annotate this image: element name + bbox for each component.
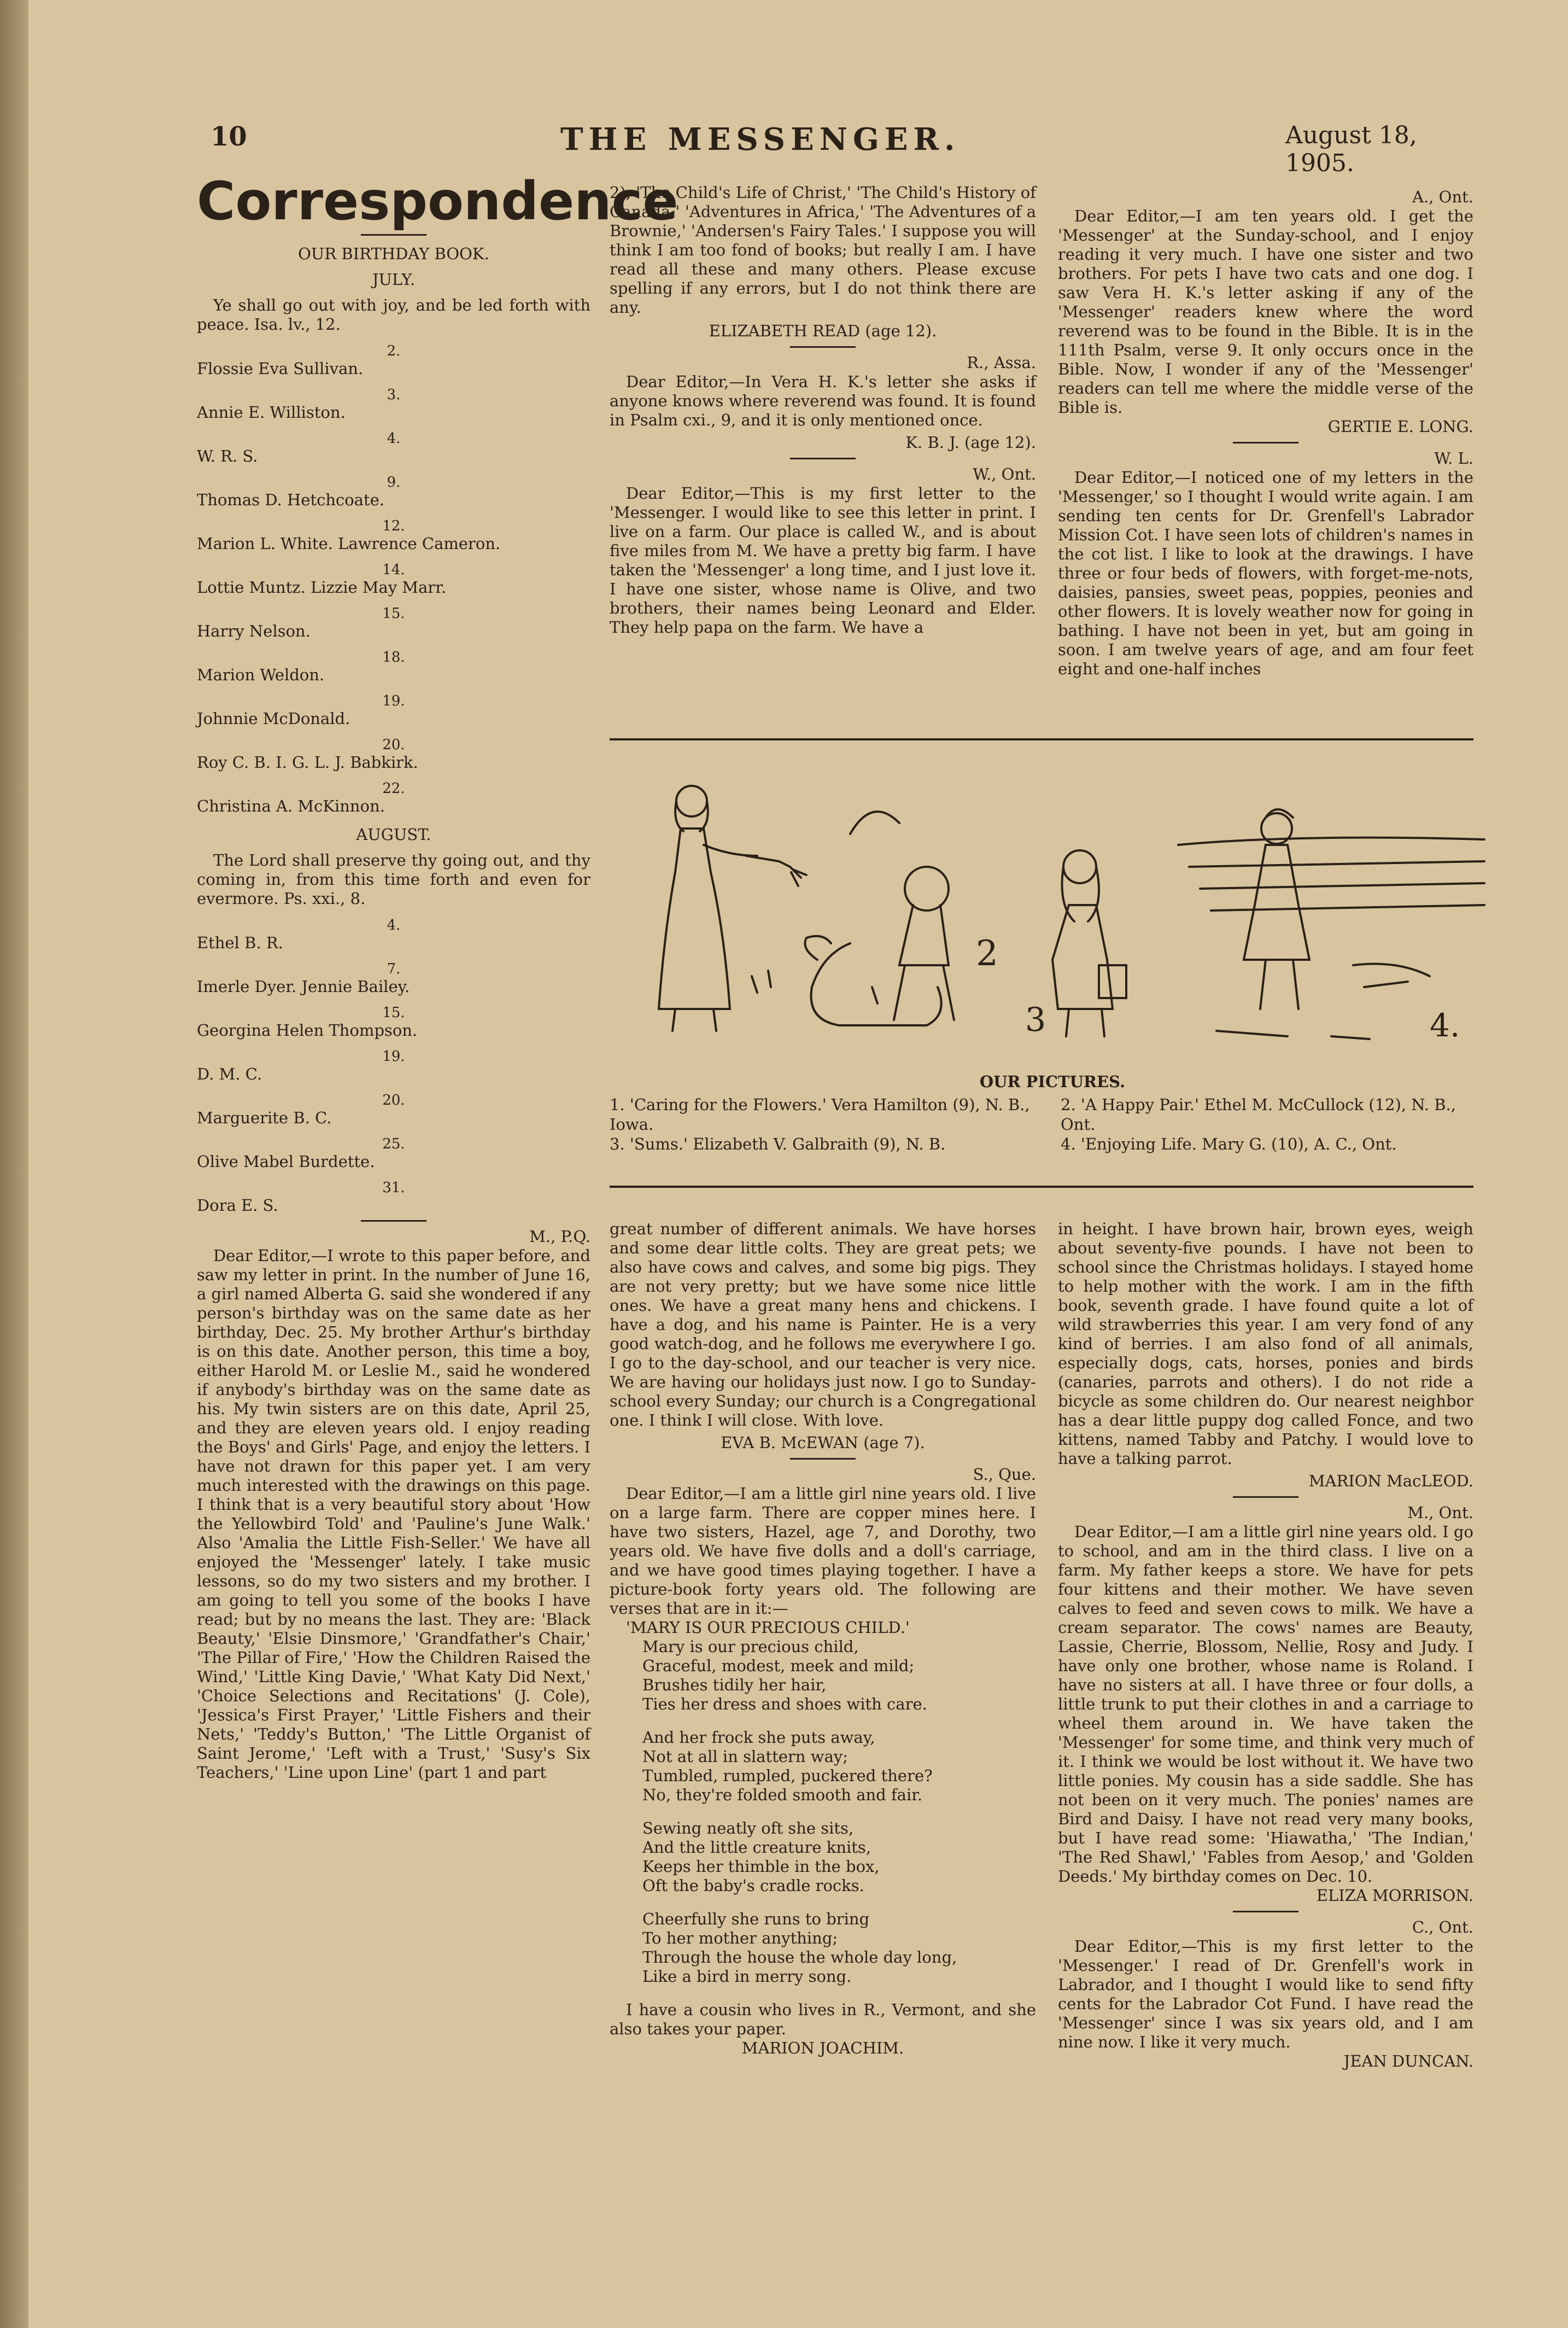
picture-caption: 3. 'Sums.' Elizabeth V. Galbraith (9), N. B. <box>610 1135 946 1153</box>
letter-body: Dear Editor,—In Vera H. K.'s letter she asks if anyone knows where reverend was found. It is found in Psalm cxi., 9, and it is only mentioned once. <box>610 372 1036 429</box>
birthday-book-heading: OUR BIRTHDAY BOOK. <box>298 244 489 263</box>
birthday-names: Dora E. S. <box>197 1196 278 1215</box>
birthday-day: 18. <box>382 649 405 666</box>
poem-line: To her mother anything; <box>642 1929 838 1947</box>
letter-signature: ELIZABETH READ (age 12). <box>709 322 937 340</box>
enjoying-life-drawing <box>1178 809 1484 1044</box>
birthday-day: 12. <box>382 518 405 534</box>
poem-line: And her frock she puts away, <box>642 1728 875 1747</box>
column-3-top <box>1058 183 1473 679</box>
letter-body-continued: in height. I have brown hair, brown eyes, weigh about seventy-five pounds. I have not been to school since the Christmas holidays. I stayed home to help mother with the work. I am in the fifth book, seventh grade. I have found quite a lot of wild strawberries this year. I am very fond of any kind of berries. I am also fond of all animals, especially dogs, cats, horses, ponies and birds (canaries, parrots and others). I do not ride a bicycle as some children do. Our nearest neighbor has a dear little puppy dog called Fonce, and two kittens, named Tabby and Patchy. I would love to have a talking parrot. <box>1058 1220 1473 1468</box>
letter-body: Dear Editor,—I am a little girl nine years old. I go to school, and am in the third class. I live on a farm. My father keeps a store. We have for pets four kittens and their mother. We have seven calves to feed and seven cows to milk. We have a cream separator. The cows' names are Beauty, Lassie, Cherrie, Blossom, Nellie, Rosy and Judy. I have only one brother, whose name is Roland. I have no sisters at all. I have three or four dolls, a little trunk to put their clothes in and a carriage to wheel them around in. We have taken the 'Messenger' for some time, and think very much of it. I think we would be lost without it. We have two little ponies. My cousin has a side saddle. She has not been on it very much. The ponies' names are Bird and Daisy. I have not read very many books, but I have read some: 'Hiawatha,' 'The Indian,' 'The Red Shawl,' 'Fables from Aesop,' and 'Golden Deeds.' My birthday comes on Dec. 10. <box>1058 1522 1473 1886</box>
poem-stanza <box>610 1910 1036 1986</box>
birthday-names: Johnnie McDonald. <box>197 709 350 728</box>
letter-signature: MARION JOACHIM. <box>741 2039 904 2057</box>
poem-line: And the little creature knits, <box>642 1838 871 1857</box>
poem-line: Like a bird in merry song. <box>642 1967 852 1986</box>
birthday-day: 25. <box>382 1136 405 1152</box>
birthday-day: 2. <box>387 343 401 359</box>
birthday-day: 22. <box>382 780 405 797</box>
birthday-names: Olive Mabel Burdette. <box>197 1152 375 1171</box>
birthday-day: 9. <box>387 474 401 491</box>
poem-line: Not at all in slattern way; <box>642 1747 849 1766</box>
letter-location: C., Ont. <box>1412 1918 1473 1936</box>
letter-body: Dear Editor,—This is my first letter to the 'Messenger. I would like to see this letter in print. I live on a farm. Our place is called W., and is about five miles from M. We have a pretty big farm. I have taken the 'Messenger' a long time, and I just love it. I have one sister, whose name is Olive, and two brothers, their names being Leonard and Elder. They help papa on the farm. We have a <box>610 484 1036 637</box>
birthday-names: Marion Weldon. <box>197 666 325 684</box>
poem-line: No, they're folded smooth and fair. <box>642 1786 923 1804</box>
poem-stanza <box>610 1728 1036 1805</box>
poem-line: Through the house the whole day long, <box>642 1948 957 1967</box>
birthday-day: 15. <box>382 605 405 622</box>
section-rule <box>790 458 856 459</box>
issue-date: August 18, 1905. <box>1285 121 1417 177</box>
letter-body: Dear Editor,—I am a little girl nine years old. I live on a large farm. There are copper mines here. I have two sisters, Hazel, age 7, and Dorothy, two years old. We have five dolls and a doll's carriage, and we have good times playing together. I have a picture-book forty years old. The following are verses that are in it:— <box>610 1484 1036 1618</box>
our-pictures-illustration <box>642 779 1495 1064</box>
birthday-names: W. R. S. <box>197 447 258 465</box>
letter-body: Dear Editor,—I noticed one of my letters in the 'Messenger,' so I thought I would write again. I am sending ten cents for Dr. Grenfell's Labrador Mission Cot. I have seen lots of children's names in the cot list. I like to look at the drawings. I have three or four beds of flowers, with forget-me-nots, daisies, pansies, sweet peas, poppies, peonies and other flowers. It is lovely weather now for going in bathing. I have not been in yet, but am going in soon. I am twelve years of age, and am four feet eight and one-half inches <box>1058 468 1473 678</box>
letter-body: Dear Editor,—I am ten years old. I get the 'Messenger' at the Sunday-school, and I enjoy reading it very much. I have one sister and two brothers. For pets I have two cats and one dog. I saw Vera H. K.'s letter asking if any of the 'Messenger' readers knew where the word reverend was to be found in the Bible. It is in the 111th Psalm, verse 9. It only occurs once in the Bible. Now, I wonder if any of the 'Messenger' readers can tell me where the middle verse of the Bible is. <box>1058 207 1473 417</box>
letter-signature: MARION MacLEOD. <box>1308 1472 1473 1490</box>
letter-location: R., Assa. <box>967 353 1036 372</box>
picture-caption: 4. 'Enjoying Life. Mary G. (10), A. C., Ont. <box>1061 1135 1397 1153</box>
letter-signature: GERTIE E. LONG. <box>1327 417 1473 436</box>
birthday-names: Harry Nelson. <box>197 622 311 640</box>
drawing-number-2: 2 <box>976 933 998 974</box>
birthday-day: 20. <box>382 737 405 753</box>
birthday-day: 19. <box>382 1048 405 1065</box>
poem-line: Graceful, modest, meek and mild; <box>642 1656 915 1675</box>
birthday-names: Marguerite B. C. <box>197 1108 332 1127</box>
letter-signature: K. B. J. (age 12). <box>905 433 1036 452</box>
poem-line: Mary is our precious child, <box>642 1637 859 1656</box>
birthday-names: Thomas D. Hetchcoate. <box>197 491 385 509</box>
july-verse: Ye shall go out with joy, and be led forth with peace. Isa. lv., 12. <box>197 296 590 334</box>
column-3-bottom <box>1058 1220 1473 2071</box>
birthday-day: 4. <box>387 430 401 447</box>
birthday-day: 31. <box>382 1180 405 1196</box>
birthday-day: 15. <box>382 1005 405 1021</box>
page-spine <box>0 0 28 2328</box>
letter-closing: I have a cousin who lives in R., Vermont, and she also takes your paper. <box>610 2000 1036 2038</box>
birthday-day: 20. <box>382 1092 405 1108</box>
caring-for-flowers-drawing <box>659 786 806 1031</box>
illustration-top-rule <box>610 738 1473 740</box>
column-2-top <box>610 183 1036 637</box>
birthday-day: 14. <box>382 562 405 578</box>
birthday-names: Imerle Dyer. Jennie Bailey. <box>197 977 410 996</box>
page-number: 10 <box>210 121 247 152</box>
letter-signature: ELIZA MORRISON. <box>1316 1886 1473 1905</box>
poem-line: Cheerfully she runs to bring <box>642 1910 870 1928</box>
letter-location: W., Ont. <box>973 465 1036 483</box>
drawing-number-3: 3 <box>1025 1001 1046 1039</box>
drawing-number-4: 4. <box>1430 1007 1460 1044</box>
happy-pair-drawing <box>752 812 998 1025</box>
picture-captions <box>610 1072 1495 1154</box>
picture-caption: 2. 'A Happy Pair.' Ethel M. McCullock (12), N. B., Ont. <box>1061 1095 1456 1134</box>
month-july: JULY. <box>372 270 416 289</box>
letter-location: A., Ont. <box>1412 188 1473 206</box>
poem-line: Ties her dress and shoes with care. <box>642 1695 927 1713</box>
correspondence-title: Correspondence <box>197 171 678 232</box>
section-rule <box>1233 1496 1298 1498</box>
poem-stanza <box>610 1819 1036 1895</box>
birthday-day: 3. <box>387 387 401 403</box>
birthday-names: Georgina Helen Thompson. <box>197 1021 418 1040</box>
birthday-day: 7. <box>387 961 401 977</box>
letter-location: M., Ont. <box>1407 1503 1473 1522</box>
birthday-names: Ethel B. R. <box>197 933 283 952</box>
poem-line: Keeps her thimble in the box, <box>642 1857 880 1876</box>
illustration-bottom-rule <box>610 1186 1473 1188</box>
poem-line: Sewing neatly oft she sits, <box>642 1819 854 1837</box>
poem-line: Tumbled, rumpled, puckered there? <box>642 1766 933 1785</box>
birthday-names: D. M. C. <box>197 1065 262 1083</box>
birthday-names: Roy C. B. I. G. L. J. Babkirk. <box>197 753 418 772</box>
birthday-names: Marion L. White. Lawrence Cameron. <box>197 534 501 553</box>
birthday-names: Flossie Eva Sullivan. <box>197 359 364 378</box>
poem-stanza <box>610 1637 1036 1714</box>
letter-location: M., P.Q. <box>529 1227 590 1246</box>
picture-caption: 1. 'Caring for the Flowers.' Vera Hamilton (9), N. B., Iowa. <box>610 1095 1030 1134</box>
section-rule <box>361 1220 426 1222</box>
letter-body-continued: great number of different animals. We have horses and some dear little colts. They are great pets; we also have cows and calves, and some big pigs. They are not very pretty; but we have some nice little ones. We have a great many hens and chickens. I have a dog, and his name is Painter. He is a very good watch-dog, and he follows me everywhere I go. I go to the day-school, and our teacher is very nice. We are having our holidays just now. I go to Sunday-school every Sunday; our church is a Congregational one. I think I will close. With love. <box>610 1220 1036 1430</box>
column-2-bottom <box>610 1220 1036 2058</box>
section-rule <box>790 346 856 348</box>
section-rule <box>1233 1911 1298 1912</box>
letter-signature: JEAN DUNCAN. <box>1343 2052 1473 2070</box>
letter-location: W. L. <box>1434 449 1473 468</box>
birthday-names: Annie E. Williston. <box>197 403 346 422</box>
august-birthdays <box>197 917 590 1215</box>
july-birthdays <box>197 343 590 815</box>
page-header <box>210 121 1468 177</box>
birthday-names: Lottie Muntz. Lizzie May Marr. <box>197 578 447 597</box>
letter-body: Dear Editor,—This is my first letter to the 'Messenger.' I read of Dr. Grenfell's work in Labrador, and I thought I would like to send fifty cents for the Labrador Cot Fund. I have read the 'Messenger' since I was six years old, and I am nine now. I like it very much. <box>1058 1937 1473 2051</box>
month-august: AUGUST. <box>356 825 431 844</box>
section-rule <box>1233 442 1298 444</box>
title-rule <box>361 234 426 236</box>
letter-body: Dear Editor,—I wrote to this paper before, and saw my letter in print. In the number of June 16, a girl named Alberta G. said she wondered if any person's birthday was on the same date as her birthday, Dec. 25. My brother Arthur's birthday is on this date. Another person, this time a boy, either Harold M. or Leslie M., said he wondered if anybody's birthday was on the same date as his. My twin sisters are on this date, April 25, and they are eleven years old. I enjoy reading the Boys' and Girls' Page, and enjoy the letters. I have not drawn for this paper yet. I am very much interested with the drawings on this page. I think that is a very beautiful story about 'How the Yellowbird Told' and 'Pauline's June Walk.' Also 'Amalia the Little Fish-Seller.' We have all enjoyed the 'Messenger' lately. I take music lessons, so do my two sisters and my brother. I am going to tell you some of the books I have read; but by no means the last. They are: 'Black Beauty,' 'Elsie Dinsmore,' 'Grandfather's Chair,' 'The Pillar of Fire,' 'How the Children Raised the Wind,' 'Little King Davie,' 'What Katy Did Next,' 'Choice Selections and Recitations' (J. Cole), 'Jessica's First Prayer,' 'Little Fishers and their Nets,' 'Teddy's Button,' 'The Little Organist of Saint Jerome,' 'Left with a Trust,' 'Susy's Six Teachers,' 'Line upon Line' (part 1 and part <box>197 1246 590 1782</box>
section-rule <box>790 1458 856 1460</box>
our-pictures-heading: OUR PICTURES. <box>979 1072 1126 1091</box>
august-verse: The Lord shall preserve thy going out, and thy coming in, from this time forth and even for evermore. Ps. xxi., 8. <box>197 851 590 908</box>
birthday-day: 19. <box>382 693 405 709</box>
letter-body-continued: 2), 'The Child's Life of Christ,' 'The Child's History of Canada,' 'Adventures in Africa,' 'The Adventures of a Brownie,' 'Andersen's Fairy Tales.' I suppose you will think I am too fond of books; but really I am. I have read all these and many others. Please excuse spelling if any errors, but I do not think there are any. <box>610 183 1036 317</box>
column-1 <box>197 171 678 1782</box>
masthead: THE MESSENGER. <box>560 121 961 157</box>
birthday-day: 4. <box>387 917 401 933</box>
birthday-names: Christina A. McKinnon. <box>197 797 385 815</box>
poem-title: 'MARY IS OUR PRECIOUS CHILD.' <box>626 1618 910 1637</box>
sums-drawing <box>1025 850 1126 1039</box>
poem-line: Oft the baby's cradle rocks. <box>642 1876 864 1895</box>
letter-location: S., Que. <box>973 1465 1036 1484</box>
letter-signature: EVA B. McEWAN (age 7). <box>721 1433 925 1452</box>
poem-line: Brushes tidily her hair, <box>642 1676 827 1694</box>
